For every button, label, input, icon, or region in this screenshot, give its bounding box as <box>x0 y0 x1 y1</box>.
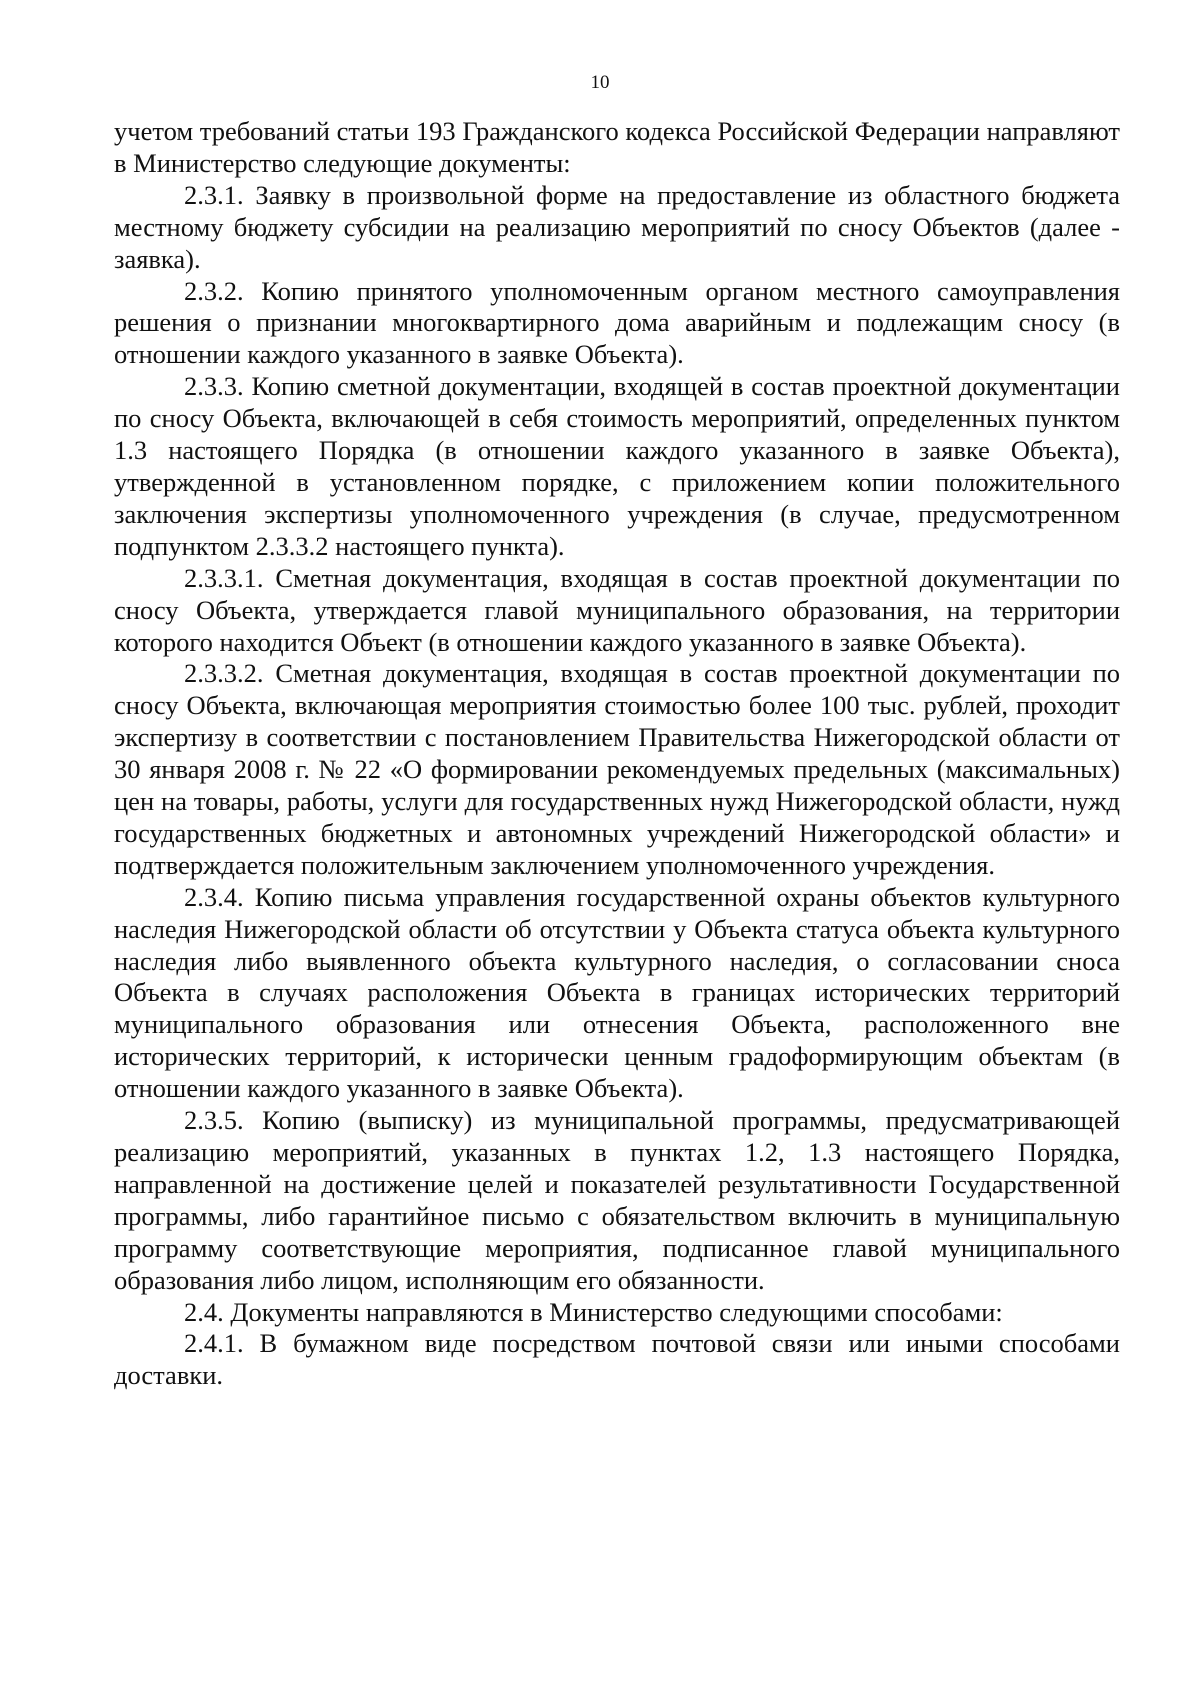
document-body <box>114 116 1120 1392</box>
paragraph-2-3-4: 2.3.4. Копию письма управления государственной охраны объектов культурного наследия Нижегородской области об отсутствии у Объекта статуса объекта культурного наследия либо выявленного объекта культурного наследия, о согласовании сноса Объекта в случаях расположения Объекта в границах исторических территорий муниципального образования или отнесения Объекта, расположенного вне исторических территорий, к исторически ценным градоформирующим объектам (в отношении каждого указанного в заявке Объекта). <box>114 881 1120 1104</box>
page-number: 10 <box>590 72 610 93</box>
paragraph-2-4: 2.4. Документы направляются в Министерство следующими способами: <box>184 1296 1003 1327</box>
paragraph-2-3-3: 2.3.3. Копию сметной документации, входящей в состав проектной документации по сносу Объекта, включающей в себя стоимость мероприятий, определенных пунктом 1.3 настоящего Порядка (в отношении каждого указанного в заявке Объекта), утвержденной в установленном порядке, с приложением копии положительного заключения экспертизы уполномоченного учреждения (в случае, предусмотренном подпунктом 2.3.3.2 настоящего пункта). <box>114 371 1120 561</box>
paragraph-2-3-1: 2.3.1. Заявку в произвольной форме на предоставление из областного бюджета местному бюджету субсидии на реализацию мероприятий по сносу Объектов (далее - заявка). <box>114 179 1120 274</box>
paragraph-2-3-3-2: 2.3.3.2. Сметная документация, входящая в состав проектной документации по сносу Объекта, включающая мероприятия стоимостью более 100 тыс. рублей, проходит экспертизу в соответствии с постановлением Правительства Нижегородской области от 30 января 2008 г. № 22 «О формировании рекомендуемых предельных (максимальных) цен на товары, работы, услуги для государственных нужд Нижегородской области, нужд государственных бюджетных и автономных учреждений Нижегородской области» и подтверждается положительным заключением уполномоченного учреждения. <box>114 658 1120 880</box>
paragraph-continuation: учетом требований статьи 193 Гражданского кодекса Российской Федерации направляют в Министерство следующие документы: <box>114 116 1120 178</box>
paragraph-2-4-1: 2.4.1. В бумажном виде посредством почтовой связи или иными способами доставки. <box>114 1328 1120 1391</box>
paragraph-2-3-3-1: 2.3.3.1. Сметная документация, входящая в состав проектной документации по сносу Объекта, утверждается главой муниципального образования, на территории которого находится Объект (в отношении каждого указанного в заявке Объекта). <box>114 562 1120 657</box>
paragraph-2-3-2: 2.3.2. Копию принятого уполномоченным органом местного самоуправления решения о признании многоквартирного дома аварийным и подлежащим сносу (в отношении каждого указанного в заявке Объекта). <box>114 275 1120 370</box>
paragraph-2-3-5: 2.3.5. Копию (выписку) из муниципальной программы, предусматривающей реализацию мероприятий, указанных в пунктах 1.2, 1.3 настоящего Порядка, направленной на достижение целей и показателей результативности Государственной программы, либо гарантийное письмо с обязательством включить в муниципальную программу соответствующие мероприятия, подписанное главой муниципального образования либо лицом, исполняющим его обязанности. <box>114 1105 1120 1295</box>
